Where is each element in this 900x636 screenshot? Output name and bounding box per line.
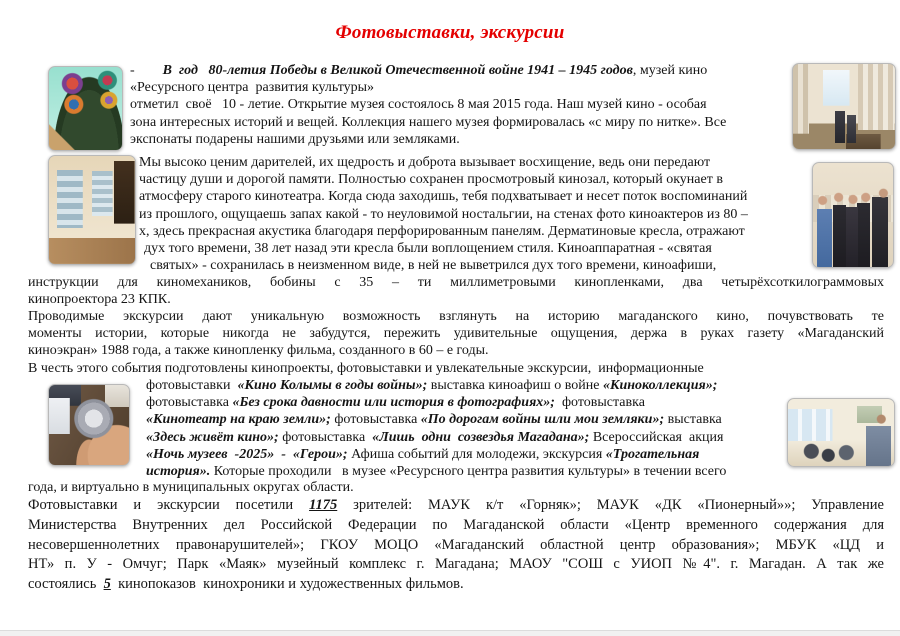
text-run: В год 80-летия Победы в Великой Отечественной войне 1941 – 1945 годов <box>162 63 633 78</box>
paragraph-excursions <box>28 308 884 377</box>
text-run: Проводимые экскурсии дают уникальную возможность взглянуть на историю магаданского кино, почувствовать те <box>28 309 884 324</box>
paragraph-exhibitions-list <box>146 377 788 480</box>
text-run: «Без срока давности или история в фотографиях»; <box>232 395 555 411</box>
text-run: фотовыставка <box>330 412 421 428</box>
text-line <box>146 411 788 428</box>
text-line <box>146 377 788 394</box>
text-run: В честь этого события подготовлены кинопроекты, фотовыставки и увлекательные экскурсии, информационные <box>28 360 704 376</box>
paragraph-anniversary-intro <box>130 62 792 148</box>
text-line <box>28 342 884 359</box>
text-run: года, и виртуально в муниципальных округах области. <box>28 480 354 495</box>
text-run: фотовыставка <box>554 395 645 411</box>
text-run: «Лишь одни созвездья Магадана»; <box>372 429 590 445</box>
text-run: атмосферу старого кинотеатра. Когда сюда заходишь, тебя подхватывает и несет поток воспоминаний <box>139 189 748 205</box>
text-line <box>28 479 884 496</box>
photo-visitor-group <box>812 162 894 268</box>
text-run: фотовыставка <box>146 395 233 411</box>
paragraph-projection-room <box>28 274 884 308</box>
text-run: «Кино Колымы в годы войны»; <box>237 378 428 393</box>
photo-film-reel-hands <box>48 384 130 466</box>
text-line <box>139 206 809 223</box>
paragraph-exhibitions-list-end <box>28 479 884 496</box>
text-run: фотовыставки <box>146 378 238 393</box>
text-line <box>139 171 809 188</box>
text-run: Министерства Внутренних дел Российской Федерации по Магаданской области «Центр временного содержания для <box>28 516 884 533</box>
text-run: НТ» п. У - Омчуг; Парк «Маяк» музейный комплекс г. Магадана; МАОУ "СОШ с УИОП №4". г. Магадан. А так же <box>28 556 884 573</box>
text-run: «Киноколлекция»; <box>602 378 718 393</box>
text-line <box>146 394 788 411</box>
text-run: зона интересных историй и вещей. Коллекция нашего музея формировалась «с миру по нитке». Все <box>130 114 727 130</box>
text-run: выставка <box>664 412 722 428</box>
text-line <box>146 429 788 446</box>
text-run: моменты истории, которые никогда не забудутся, пережить удивительные ощущения, держа в руках газету «Магаданский <box>28 326 884 342</box>
text-run: Которые проходили в музее «Ресурсного центра развития культуры» в течении всего <box>210 464 727 480</box>
text-run: , музей кино <box>632 63 708 78</box>
text-line <box>144 240 809 257</box>
text-run: несовершеннолетних правонарушителей»; ГКОУ МОЦО «Магаданский областной центр образования»; МБУК «ЦД и <box>28 536 884 553</box>
text-line <box>28 496 884 516</box>
text-run: киноэкран» 1988 года, а также кинопленку фильма, созданного в 60 – е годы. <box>28 343 489 359</box>
paragraph-donors-cinema-hall <box>139 154 809 274</box>
paragraph-visitors-statistics <box>28 496 884 595</box>
text-run: инструкции для киномехаников, бобины с 35 – ти миллиметровыми кинопленками, два четырёхсоткилограммовых <box>28 275 884 290</box>
text-run: «Здесь живёт кино»; <box>146 429 279 445</box>
text-line <box>139 188 809 205</box>
text-line <box>28 274 884 291</box>
text-line <box>28 360 884 377</box>
text-line <box>139 223 809 240</box>
text-run: отметил своё 10 - летие. Открытие музея состоялось 8 мая 2015 года. Наш музей кино - особая <box>130 97 707 113</box>
text-run: Мы высоко ценим дарителей, их щедрость и доброта вызывает восхищение, ведь они передают <box>139 155 711 170</box>
text-run: святых» - сохранилась в неизменном виде, в ней не выветрился дух того времени, киноафиши, <box>150 258 717 274</box>
text-line <box>146 446 788 463</box>
text-line <box>130 131 792 148</box>
text-line <box>28 555 884 575</box>
text-run: кинопоказов кинохроники и художественных фильмов. <box>110 576 464 593</box>
text-line <box>28 575 884 595</box>
text-run: Афиша событий для молодежи, экскурсия <box>347 446 606 462</box>
page-bottom-edge <box>0 630 900 636</box>
text-run: «Кинотеатр на краю земли»; <box>146 412 331 428</box>
photo-banner-stands-hall <box>48 155 136 265</box>
text-run: состоялись <box>28 576 104 593</box>
text-run: «По дорогам войны шли мои земляки»; <box>420 412 665 428</box>
text-run: кинопроектора 23 КПК. <box>28 292 171 308</box>
text-run: «Ночь музеев -2025» - «Герои»; <box>146 446 348 462</box>
text-run: х, здесь прекрасная акустика благодаря перфорированным панелям. Дерматиновые кресла, отражают <box>139 223 745 239</box>
text-run: - <box>130 63 163 78</box>
text-line <box>28 325 884 342</box>
text-line <box>130 79 792 96</box>
text-run: выставка киноафиш о войне <box>427 378 603 393</box>
text-line <box>130 96 792 113</box>
text-line <box>28 308 884 325</box>
text-run: зрителей: МАУК к/т «Горняк»; МАУК «ДК «Пионерный»»; Управление <box>337 497 884 513</box>
text-run: дух того времени, 38 лет назад эти кресла были воплощением стиля. Киноаппаратная - «святая <box>144 241 712 257</box>
text-run: Фотовыставки и экскурсии посетили <box>28 497 310 513</box>
photo-museum-room-visitors <box>792 63 896 150</box>
text-run: экспонаты подарены нашими друзьями или земляками. <box>130 131 460 147</box>
text-run: частицу души и дорогой памяти. Полностью сохранен просмотровый кинозал, который окунает в <box>139 172 723 188</box>
text-run: Всероссийская акция <box>589 429 724 445</box>
text-run: «Ресурсного центра развития культуры» <box>130 80 375 96</box>
text-line <box>28 536 884 556</box>
text-run: «Трогательная <box>605 446 700 462</box>
text-line <box>150 257 809 274</box>
text-run: из прошлого, ощущаешь запах какой - то неуловимой ностальгии, на стенах фото киноактеров из 80 – <box>139 206 748 222</box>
text-line <box>146 463 788 480</box>
text-run: 1175 <box>309 497 338 513</box>
text-line <box>139 154 809 171</box>
page-title: Фотовыставки, экскурсии <box>335 22 565 43</box>
text-line <box>130 62 792 79</box>
text-run: 5 <box>103 576 111 593</box>
text-run: фотовыставка <box>278 429 373 445</box>
text-line <box>28 516 884 536</box>
text-line <box>28 291 884 308</box>
text-line <box>130 114 792 131</box>
text-run: история». <box>146 464 211 480</box>
photo-museum-corner-exhibit <box>48 66 123 151</box>
photo-classroom-screening <box>787 398 895 467</box>
